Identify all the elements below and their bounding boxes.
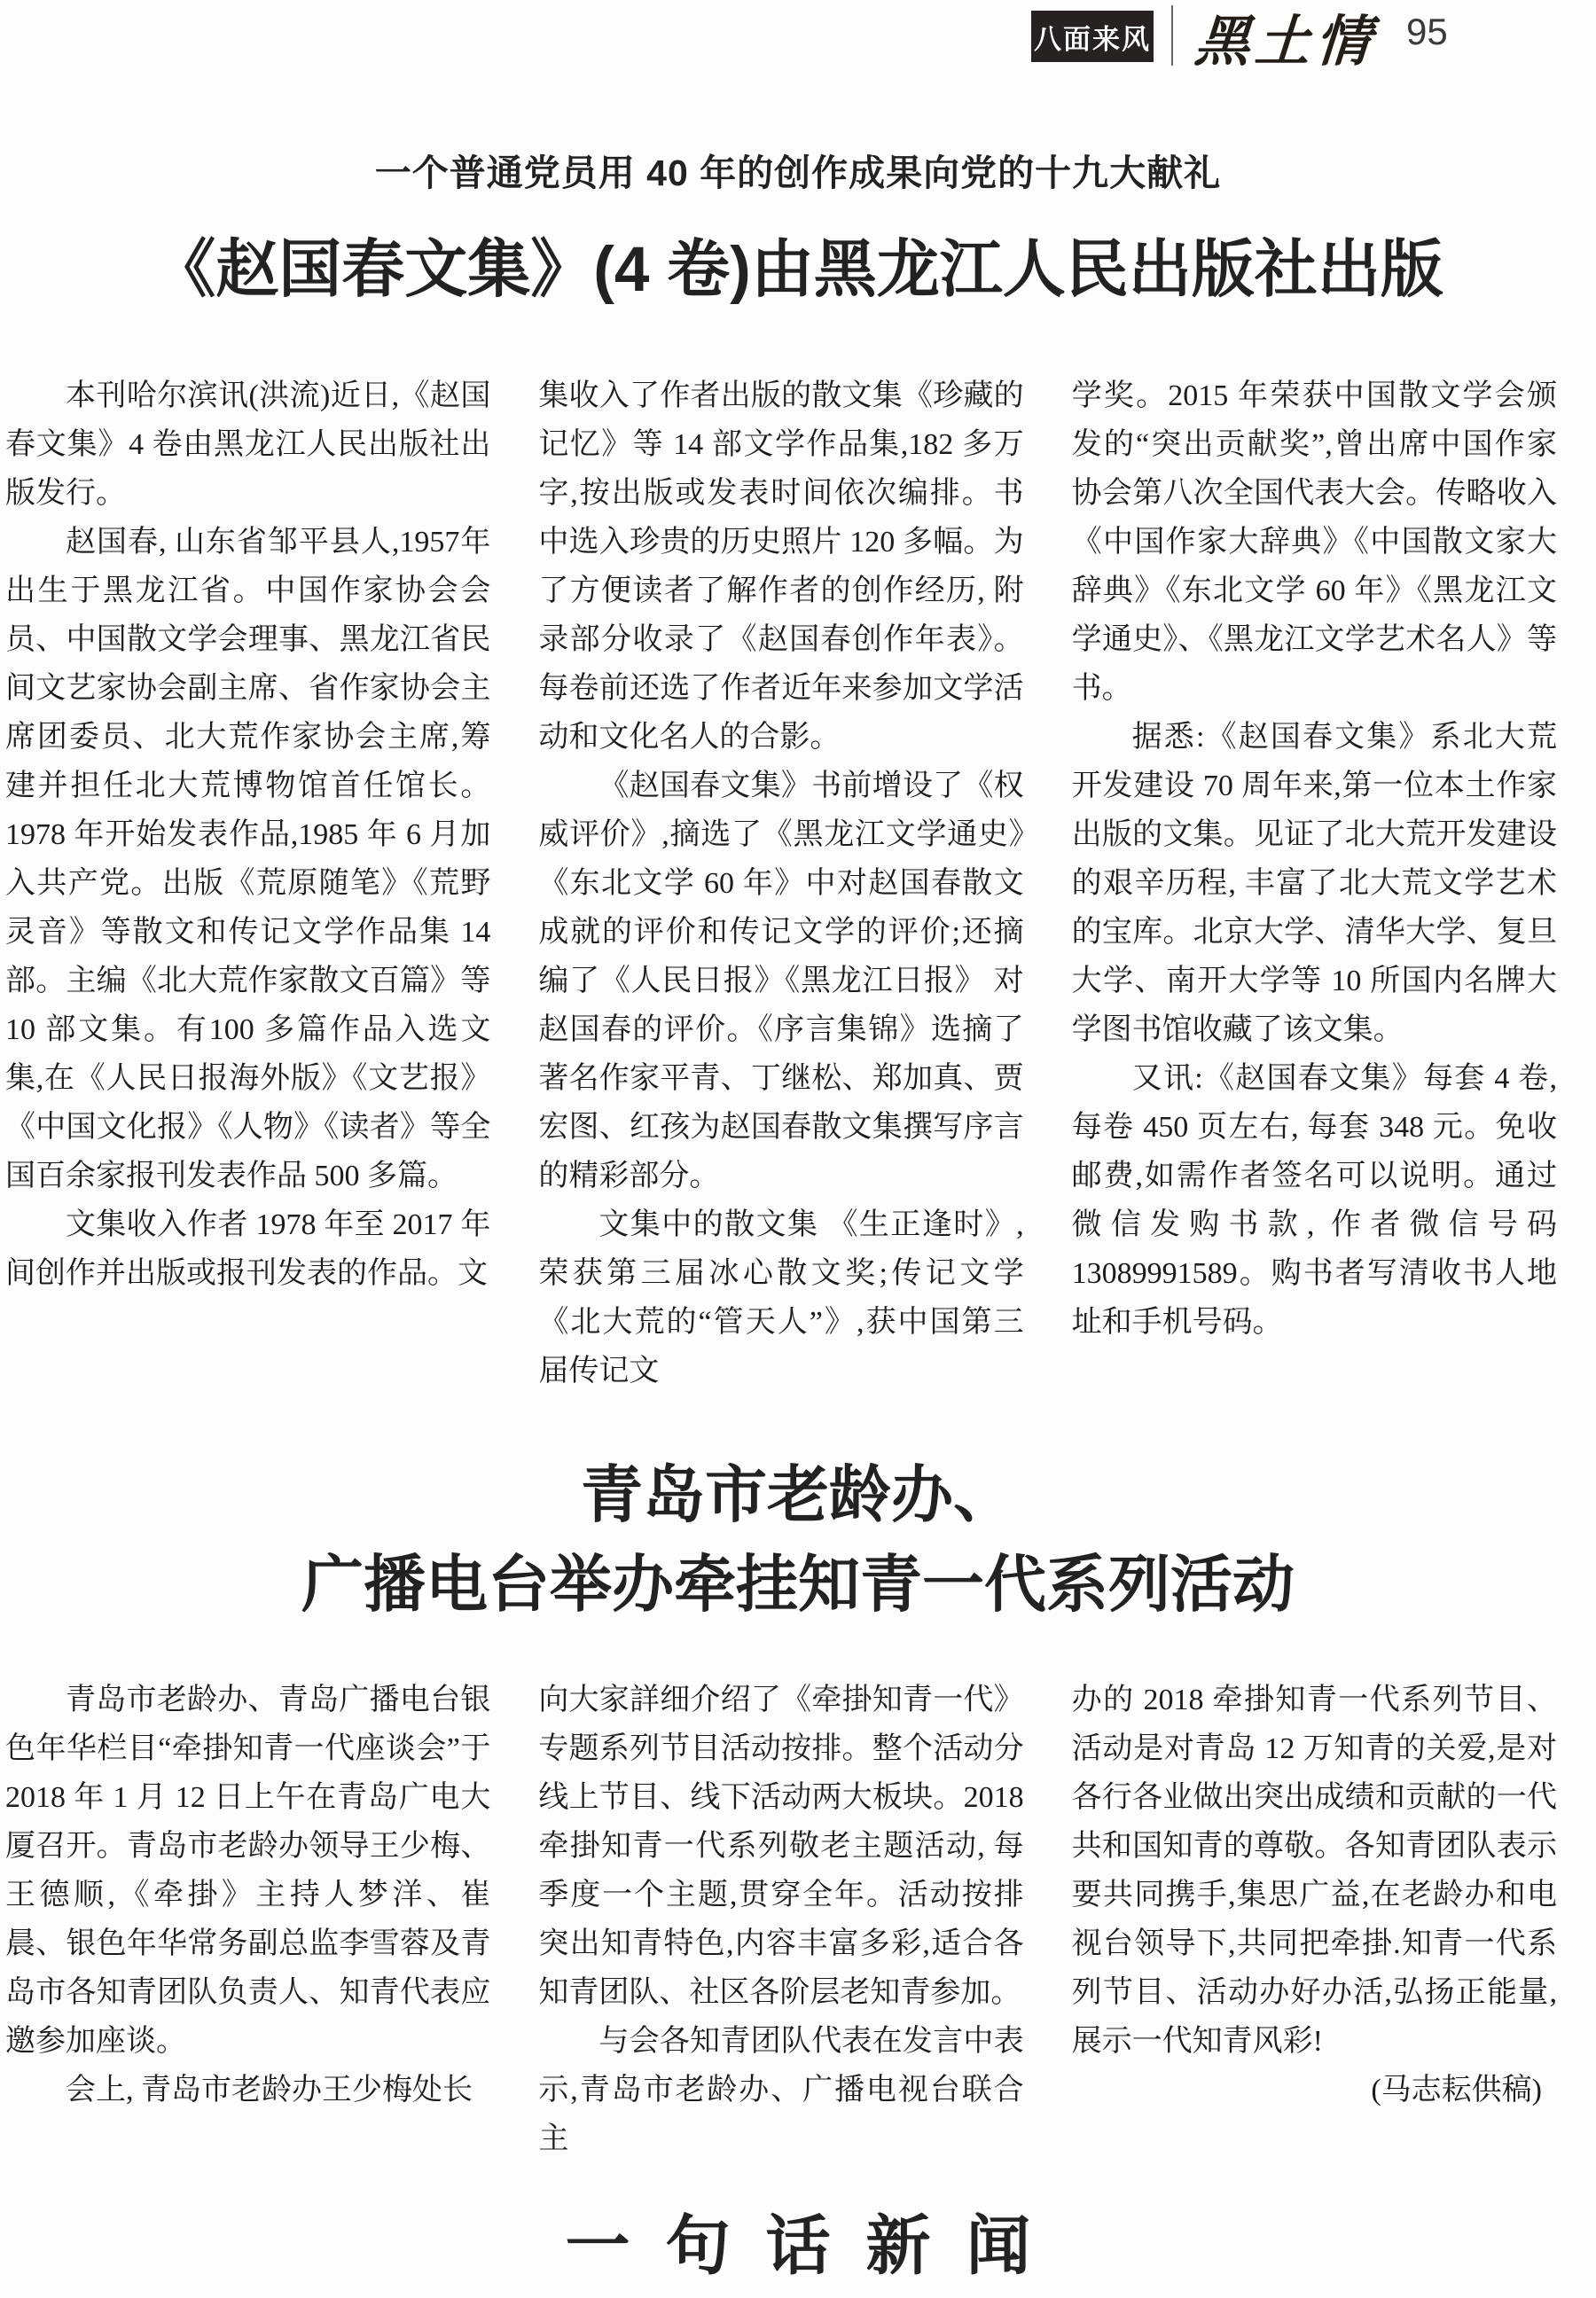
article1-headline: 《赵国春文集》(4 卷)由黑龙江人民出版社出版 [153, 235, 1443, 305]
paragraph: 青岛市老龄办、青岛广播电台银色年华栏目“牵掛知青一代座谈会”于2018 年 1 月 12 日上午在青岛广电大厦召开。青岛市老龄办领导王少梅、王德顺,《牵掛》主持人梦洋、崔晨、银色年华常务副总监李雪蓉及青岛市各知青团队负责人、知青代表应邀参加座谈。 [5, 1684, 491, 2058]
article1-body [0, 371, 1596, 1395]
masthead-divider [1171, 5, 1173, 66]
paragraph: 赵国春, 山东省邹平县人,1957年出生于黑龙江省。中国作家协会会员、中国散文学会理事、黑龙江省民间文艺家协会副主席、省作家协会主席团委员、北大荒作家协会主席,筹建并担任北大荒博物馆首任馆长。1978 年开始发表作品,1985 年 6 月加入共产党。出版《荒原随笔》《荒野灵音》等散文和传记文学作品集 14 部。主编《北大荒作家散文百篇》等 10 部文集。有100 多篇作品入选文集,在《人民日报海外版》《文艺报》《中国文化报》《人物》《读者》等全国百余家报刊发表作品 500 多篇。 [5, 526, 491, 1192]
article2-body [0, 1676, 1596, 2163]
paragraph: 与会各知青团队代表在发言中表示,青岛市老龄办、广播电视台联合主 [538, 2025, 1024, 2155]
article1-column-3 [1072, 371, 1557, 1395]
paragraph: 又讯:《赵国春文集》每套 4 卷,每卷 450 页左右, 每套 348 元。免收邮费,如需作者签名可以说明。通过微信发购书款, 作者微信号码13089991589。购书者写清收书人地址和手机号码。 [1071, 1062, 1557, 1339]
paragraph: 据悉:《赵国春文集》系北大荒开发建设 70 周年来,第一位本土作家出版的文集。见证了北大荒开发建设的艰辛历程, 丰富了北大荒文学艺术的宝库。北京大学、清华大学、复旦大学、南开大学等 10 所国内名牌大学图书馆收藏了该文集。 [1071, 721, 1557, 1046]
article-2 [0, 1445, 1596, 2163]
paragraph: 文集中的散文集 《生正逢时》,荣获第三届冰心散文奖;传记文学《北大荒的“管天人”》,获中国第三届传记文 [538, 1208, 1024, 1387]
article2-byline: (马志耘供稿) [1371, 2074, 1542, 2106]
section-tag: 八面来风 [1031, 11, 1154, 62]
article2-column-3 [1072, 1676, 1557, 2163]
paragraph: 向大家詳细介绍了《牵掛知青一代》专题系列节目活动按排。整个活动分线上节目、线下活动两大板块。2018 牵掛知青一代系列敬老主题活动, 每季度一个主题,贯穿全年。活动按排突出知青特色,内容丰富多彩,适合各知青团队、社区各阶层老知青参加。 [538, 1684, 1024, 2009]
paragraph: 办的 2018 牵掛知青一代系列节目、活动是对青岛 12 万知青的关爱,是对各行各业做出突出成绩和贡献的一代共和国知青的尊敬。各知青团队表示要共同携手,集思广益,在老龄办和电视台领导下,共同把牵掛.知青一代系列节目、活动办好办活,弘扬正能量,展示一代知青风彩! [1071, 1684, 1557, 2058]
article1-column-2 [538, 371, 1023, 1395]
paragraph: 文集收入作者 1978 年至 2017 年间创作并出版或报刊发表的作品。文 [5, 1208, 491, 1290]
article2-column-1 [5, 1676, 490, 2163]
paragraph: 会上, 青岛市老龄办王少梅处长 [66, 2074, 473, 2106]
article2-headline-line1: 青岛市老龄办、 [581, 1460, 1015, 1529]
page-number: 95 [1406, 11, 1448, 52]
article2-headline-line2: 广播电台举办牵挂知青一代系列活动 [301, 1550, 1295, 1619]
masthead [0, 0, 1596, 80]
article1-kicker: 一个普通党员用 40 年的创作成果向党的十九大献礼 [374, 152, 1222, 193]
paragraph: 集收入了作者出版的散文集《珍藏的记忆》等 14 部文学作品集,182 多万字,按出版或发表时间依次编排。书中选入珍贵的历史照片 120 多幅。为了方便读者了解作者的创作经历, 附录部分收录了《赵国春创作年表》。每卷前还选了作者近年来参加文学活动和文化名人的合影。 [538, 379, 1024, 754]
paragraph: 学奖。2015 年荣获中国散文学会颁发的“突出贡献奖”,曾出席中国作家协会第八次全国代表大会。传略收入《中国作家大辞典》《中国散文家大辞典》《东北文学 60 年》《黑龙江文学通史》、《黑龙江文学艺术名人》等书。 [1071, 379, 1557, 705]
magazine-logo: 黑土情 [1193, 8, 1379, 74]
article2-column-2 [538, 1676, 1023, 2163]
news-brief-title: 一句话新闻 [565, 2210, 1067, 2282]
paragraph: 本刊哈尔滨讯(洪流)近日,《赵国春文集》4 卷由黑龙江人民出版社出版发行。 [5, 379, 491, 510]
article-1 [0, 144, 1596, 1395]
paragraph: 《赵国春文集》书前增设了《权威评价》,摘选了《黑龙江文学通史》《东北文学 60 年》中对赵国春散文成就的评价和传记文学的评价;还摘编了《人民日报》《黑龙江日报》 对赵国春的评价。《序言集锦》选摘了著名作家平青、丁继松、郑加真、贾宏图、红孩为赵国春散文集撰写序言的精彩部分。 [538, 770, 1024, 1192]
news-brief [0, 2193, 1596, 2298]
article1-column-1 [5, 371, 490, 1395]
